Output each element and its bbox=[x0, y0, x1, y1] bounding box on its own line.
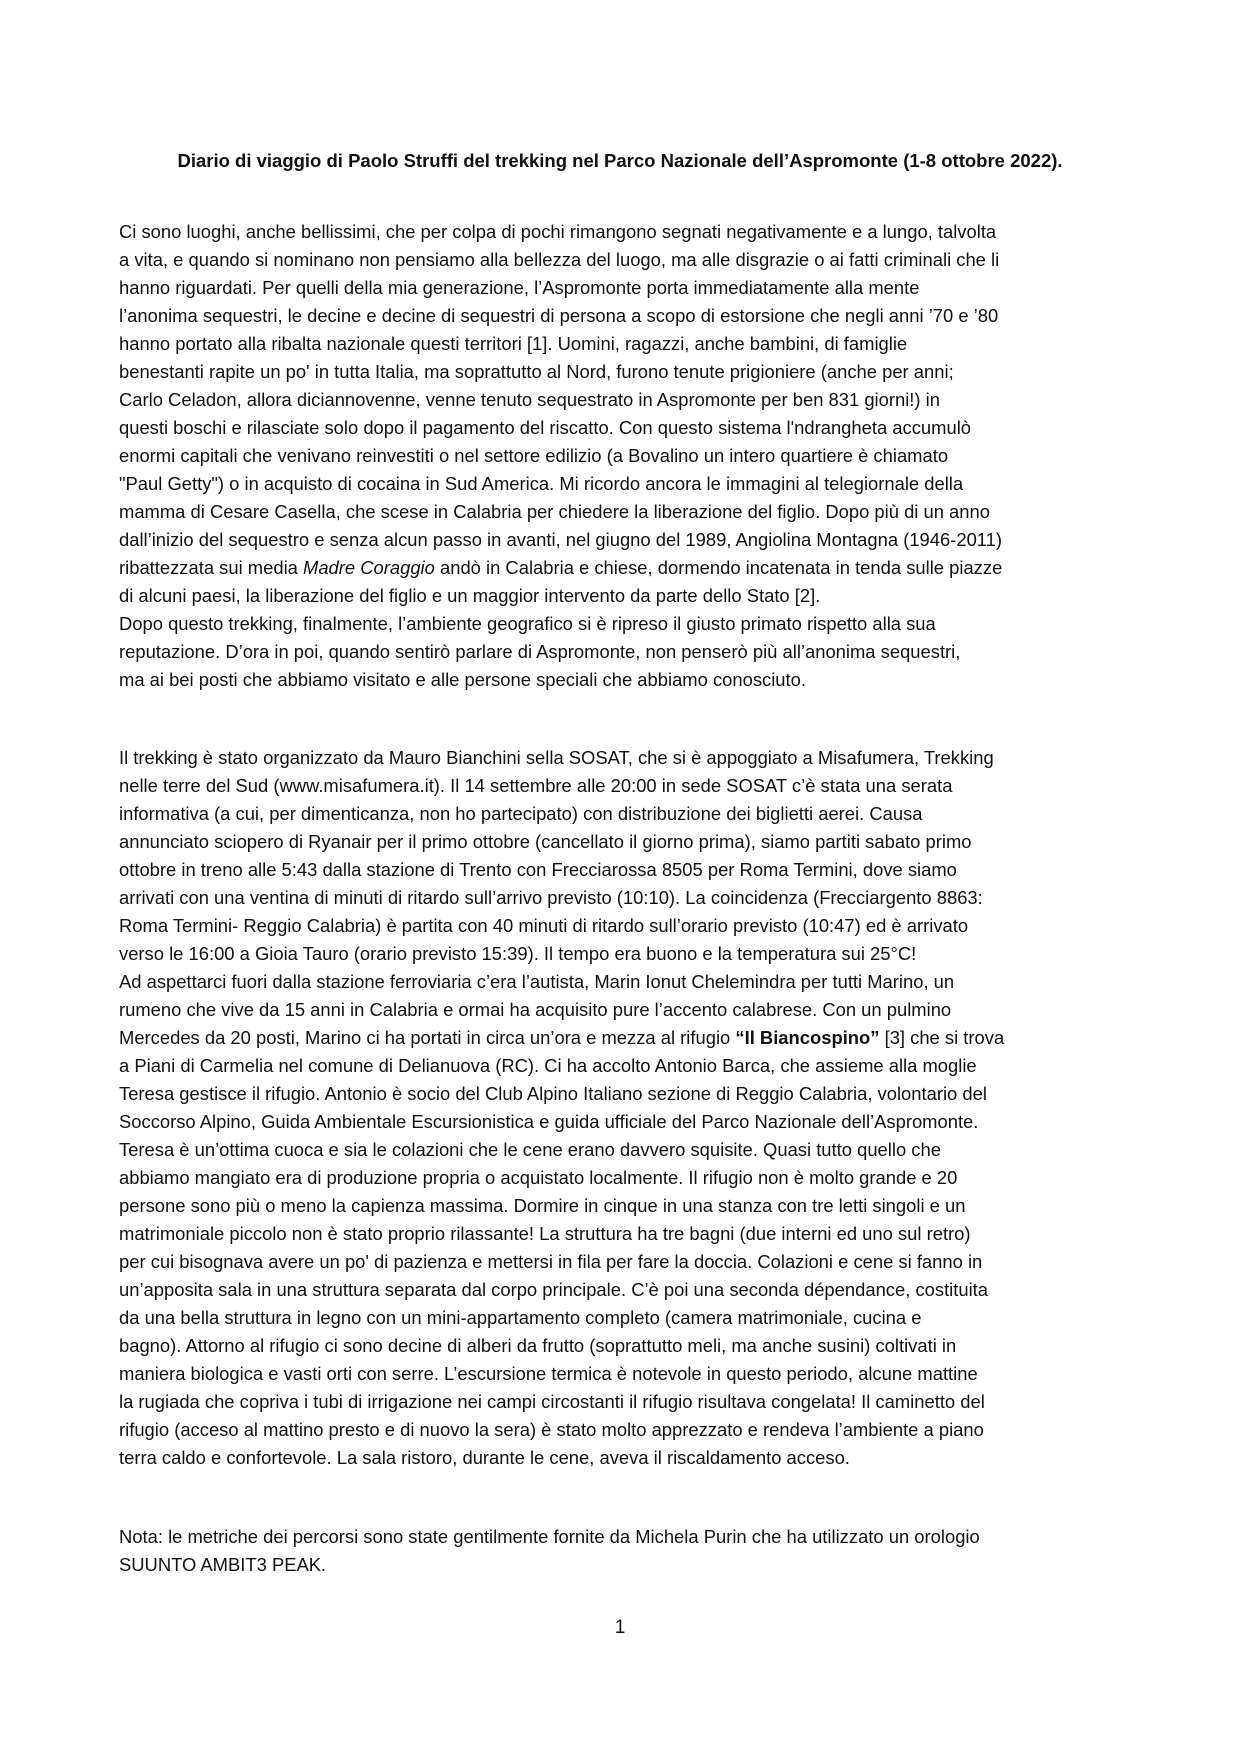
text-line: a Piani di Carmelia nel comune di Delianuova (RC). Ci ha accolto Antonio Barca, che assieme alla moglie bbox=[119, 1055, 977, 1076]
text-segment: ribattezzata sui media bbox=[119, 557, 303, 578]
text-line: Roma Termini- Reggio Calabria) è partita con 40 minuti di ritardo sull’orario previsto (10:47) ed è arrivato bbox=[119, 915, 969, 936]
text-line: di alcuni paesi, la liberazione del figlio e un maggior intervento da parte dello Stato [2]. bbox=[119, 585, 821, 606]
text-line: SUUNTO AMBIT3 PEAK. bbox=[119, 1554, 327, 1575]
text-line-with-italic bbox=[119, 554, 1129, 582]
paragraph-trip bbox=[119, 744, 1129, 1472]
text-line: Dopo questo trekking, finalmente, l’ambiente geografico si è ripreso il giusto primato rispetto alla sua bbox=[119, 613, 936, 634]
text-line: ma ai bei posti che abbiamo visitato e alle persone speciali che abbiamo conosciuto. bbox=[119, 669, 806, 690]
text-line: enormi capitali che venivano reinvestiti o nel settore edilizio (a Bovalino un intero quartiere è chiamato bbox=[119, 445, 949, 466]
text-line: persone sono più o meno la capienza massima. Dormire in cinque in una stanza con tre letti singoli e un bbox=[119, 1195, 966, 1216]
text-line: Carlo Celadon, allora diciannovenne, venne tenuto sequestrato in Aspromonte per ben 831 giorni!) in bbox=[119, 389, 940, 410]
text-line: a vita, e quando si nominano non pensiamo alla bellezza del luogo, ma alle disgrazie o ai fatti criminali che li bbox=[119, 249, 1000, 270]
text-line: hanno riguardati. Per quelli della mia generazione, l’Aspromonte porta immediatamente alla mente bbox=[119, 277, 920, 298]
text-line: benestanti rapite un po' in tutta Italia, ma soprattutto al Nord, furono tenute prigioniere (anche per anni; bbox=[119, 361, 954, 382]
text-line: Ad aspettarci fuori dalla stazione ferroviaria c’era l’autista, Marin Ionut Chelemindra per tutti Marino, un bbox=[119, 971, 955, 992]
text-line: reputazione. D’ora in poi, quando sentirò parlare di Aspromonte, non penserò più all’anonima sequestri, bbox=[119, 641, 961, 662]
text-line: Ci sono luoghi, anche bellissimi, che per colpa di pochi rimangono segnati negativamente e a lungo, talvolta bbox=[119, 221, 997, 242]
paragraph-note bbox=[119, 1523, 1129, 1579]
text-line: ottobre in treno alle 5:43 dalla stazione di Trento con Frecciarossa 8505 per Roma Termini, dove siamo bbox=[119, 859, 957, 880]
text-line: dall’inizio del sequestro e senza alcun passo in avanti, nel giugno del 1989, Angiolina Montagna (1946-2011) bbox=[119, 529, 1003, 550]
text-line: da una bella struttura in legno con un mini-appartamento completo (camera matrimoniale, cucina e bbox=[119, 1307, 922, 1328]
text-line: Soccorso Alpino, Guida Ambientale Escursionistica e guida ufficiale del Parco Nazionale dell’Aspromonte. bbox=[119, 1111, 979, 1132]
text-line: verso le 16:00 a Gioia Tauro (orario previsto 15:39). Il tempo era buono e la temperatura sui 25°C! bbox=[119, 943, 917, 964]
text-segment: andò in Calabria e chiese, dormendo incatenata in tenda sulle piazze bbox=[434, 557, 1003, 578]
text-line: Nota: le metriche dei percorsi sono state gentilmente fornite da Michela Purin che ha utilizzato un orologio bbox=[119, 1526, 980, 1547]
text-line: rumeno che vive da 15 anni in Calabria e ormai ha acquisito pure l’accento calabrese. Con un pulmino bbox=[119, 999, 952, 1020]
text-line: questi boschi e rilasciate solo dopo il pagamento del riscatto. Con questo sistema l'ndrangheta accumulò bbox=[119, 417, 972, 438]
text-line: annunciato sciopero di Ryanair per il primo ottobre (cancellato il giorno prima), siamo partiti sabato primo bbox=[119, 831, 972, 852]
text-line: "Paul Getty") o in acquisto di cocaina in Sud America. Mi ricordo ancora le immagini al telegiornale della bbox=[119, 473, 964, 494]
text-line: arrivati con una ventina di minuti di ritardo sull’arrivo previsto (10:10). La coincidenza (Frecciargento 8863: bbox=[119, 887, 983, 908]
text-segment: [3] che si trova bbox=[879, 1027, 1005, 1048]
text-line: rifugio (acceso al mattino presto e di nuovo la sera) è stato molto apprezzato e rendeva l’ambiente a piano bbox=[119, 1419, 984, 1440]
text-line: nelle terre del Sud (www.misafumera.it). Il 14 settembre alle 20:00 in sede SOSAT c’è stata una serata bbox=[119, 775, 953, 796]
text-line: terra caldo e confortevole. La sala ristoro, durante le cene, aveva il riscaldamento acceso. bbox=[119, 1447, 850, 1468]
text-line: maniera biologica e vasti orti con serre. L’escursione termica è notevole in questo periodo, alcune mattine bbox=[119, 1363, 978, 1384]
bold-phrase: “Il Biancospino” bbox=[735, 1027, 880, 1048]
text-line: Teresa gestisce il rifugio. Antonio è socio del Club Alpino Italiano sezione di Reggio Calabria, volontario del bbox=[119, 1083, 987, 1104]
text-line: per cui bisognava avere un po' di pazienza e mettersi in fila per fare la doccia. Colazioni e cene si fanno in bbox=[119, 1251, 983, 1272]
text-line: informativa (a cui, per dimenticanza, non ho partecipato) con distribuzione dei biglietti aerei. Causa bbox=[119, 803, 923, 824]
italic-phrase: Madre Coraggio bbox=[303, 557, 435, 578]
text-line: un’apposita sala in una struttura separata dal corpo principale. C’è poi una seconda dépendance, costituita bbox=[119, 1279, 989, 1300]
text-line: bagno). Attorno al rifugio ci sono decine di alberi da frutto (soprattutto meli, ma anche susini) coltivati in bbox=[119, 1335, 957, 1356]
text-line: la rugiada che copriva i tubi di irrigazione nei campi circostanti il rifugio risultava congelata! Il caminetto del bbox=[119, 1391, 985, 1412]
paragraph-intro bbox=[119, 218, 1129, 694]
page-number: 1 bbox=[614, 1617, 626, 1638]
text-line: abbiamo mangiato era di produzione propria o acquistato localmente. Il rifugio non è molto grande e 20 bbox=[119, 1167, 958, 1188]
text-line: l’anonima sequestri, le decine e decine di sequestri di persona a scopo di estorsione che negli anni ’70 e ’80 bbox=[119, 305, 999, 326]
text-segment: Mercedes da 20 posti, Marino ci ha portati in circa un’ora e mezza al rifugio bbox=[119, 1027, 736, 1048]
text-line: Teresa è un’ottima cuoca e sia le colazioni che le cene erano davvero squisite. Quasi tutto quello che bbox=[119, 1139, 941, 1160]
text-line: mamma di Cesare Casella, che scese in Calabria per chiedere la liberazione del figlio. Dopo più di un anno bbox=[119, 501, 990, 522]
text-line-with-bold bbox=[119, 1024, 1129, 1052]
text-line: matrimoniale piccolo non è stato proprio rilassante! La struttura ha tre bagni (due interni ed uno sul retro) bbox=[119, 1223, 971, 1244]
text-line: Il trekking è stato organizzato da Mauro Bianchini sella SOSAT, che si è appoggiato a Misafumera, Trekking bbox=[119, 747, 994, 768]
document-title: Diario di viaggio di Paolo Struffi del trekking nel Parco Nazionale dell’Aspromonte (1-8 ottobre 2022). bbox=[177, 150, 1063, 171]
text-line: hanno portato alla ribalta nazionale questi territori [1]. Uomini, ragazzi, anche bambini, di famiglie bbox=[119, 333, 908, 354]
